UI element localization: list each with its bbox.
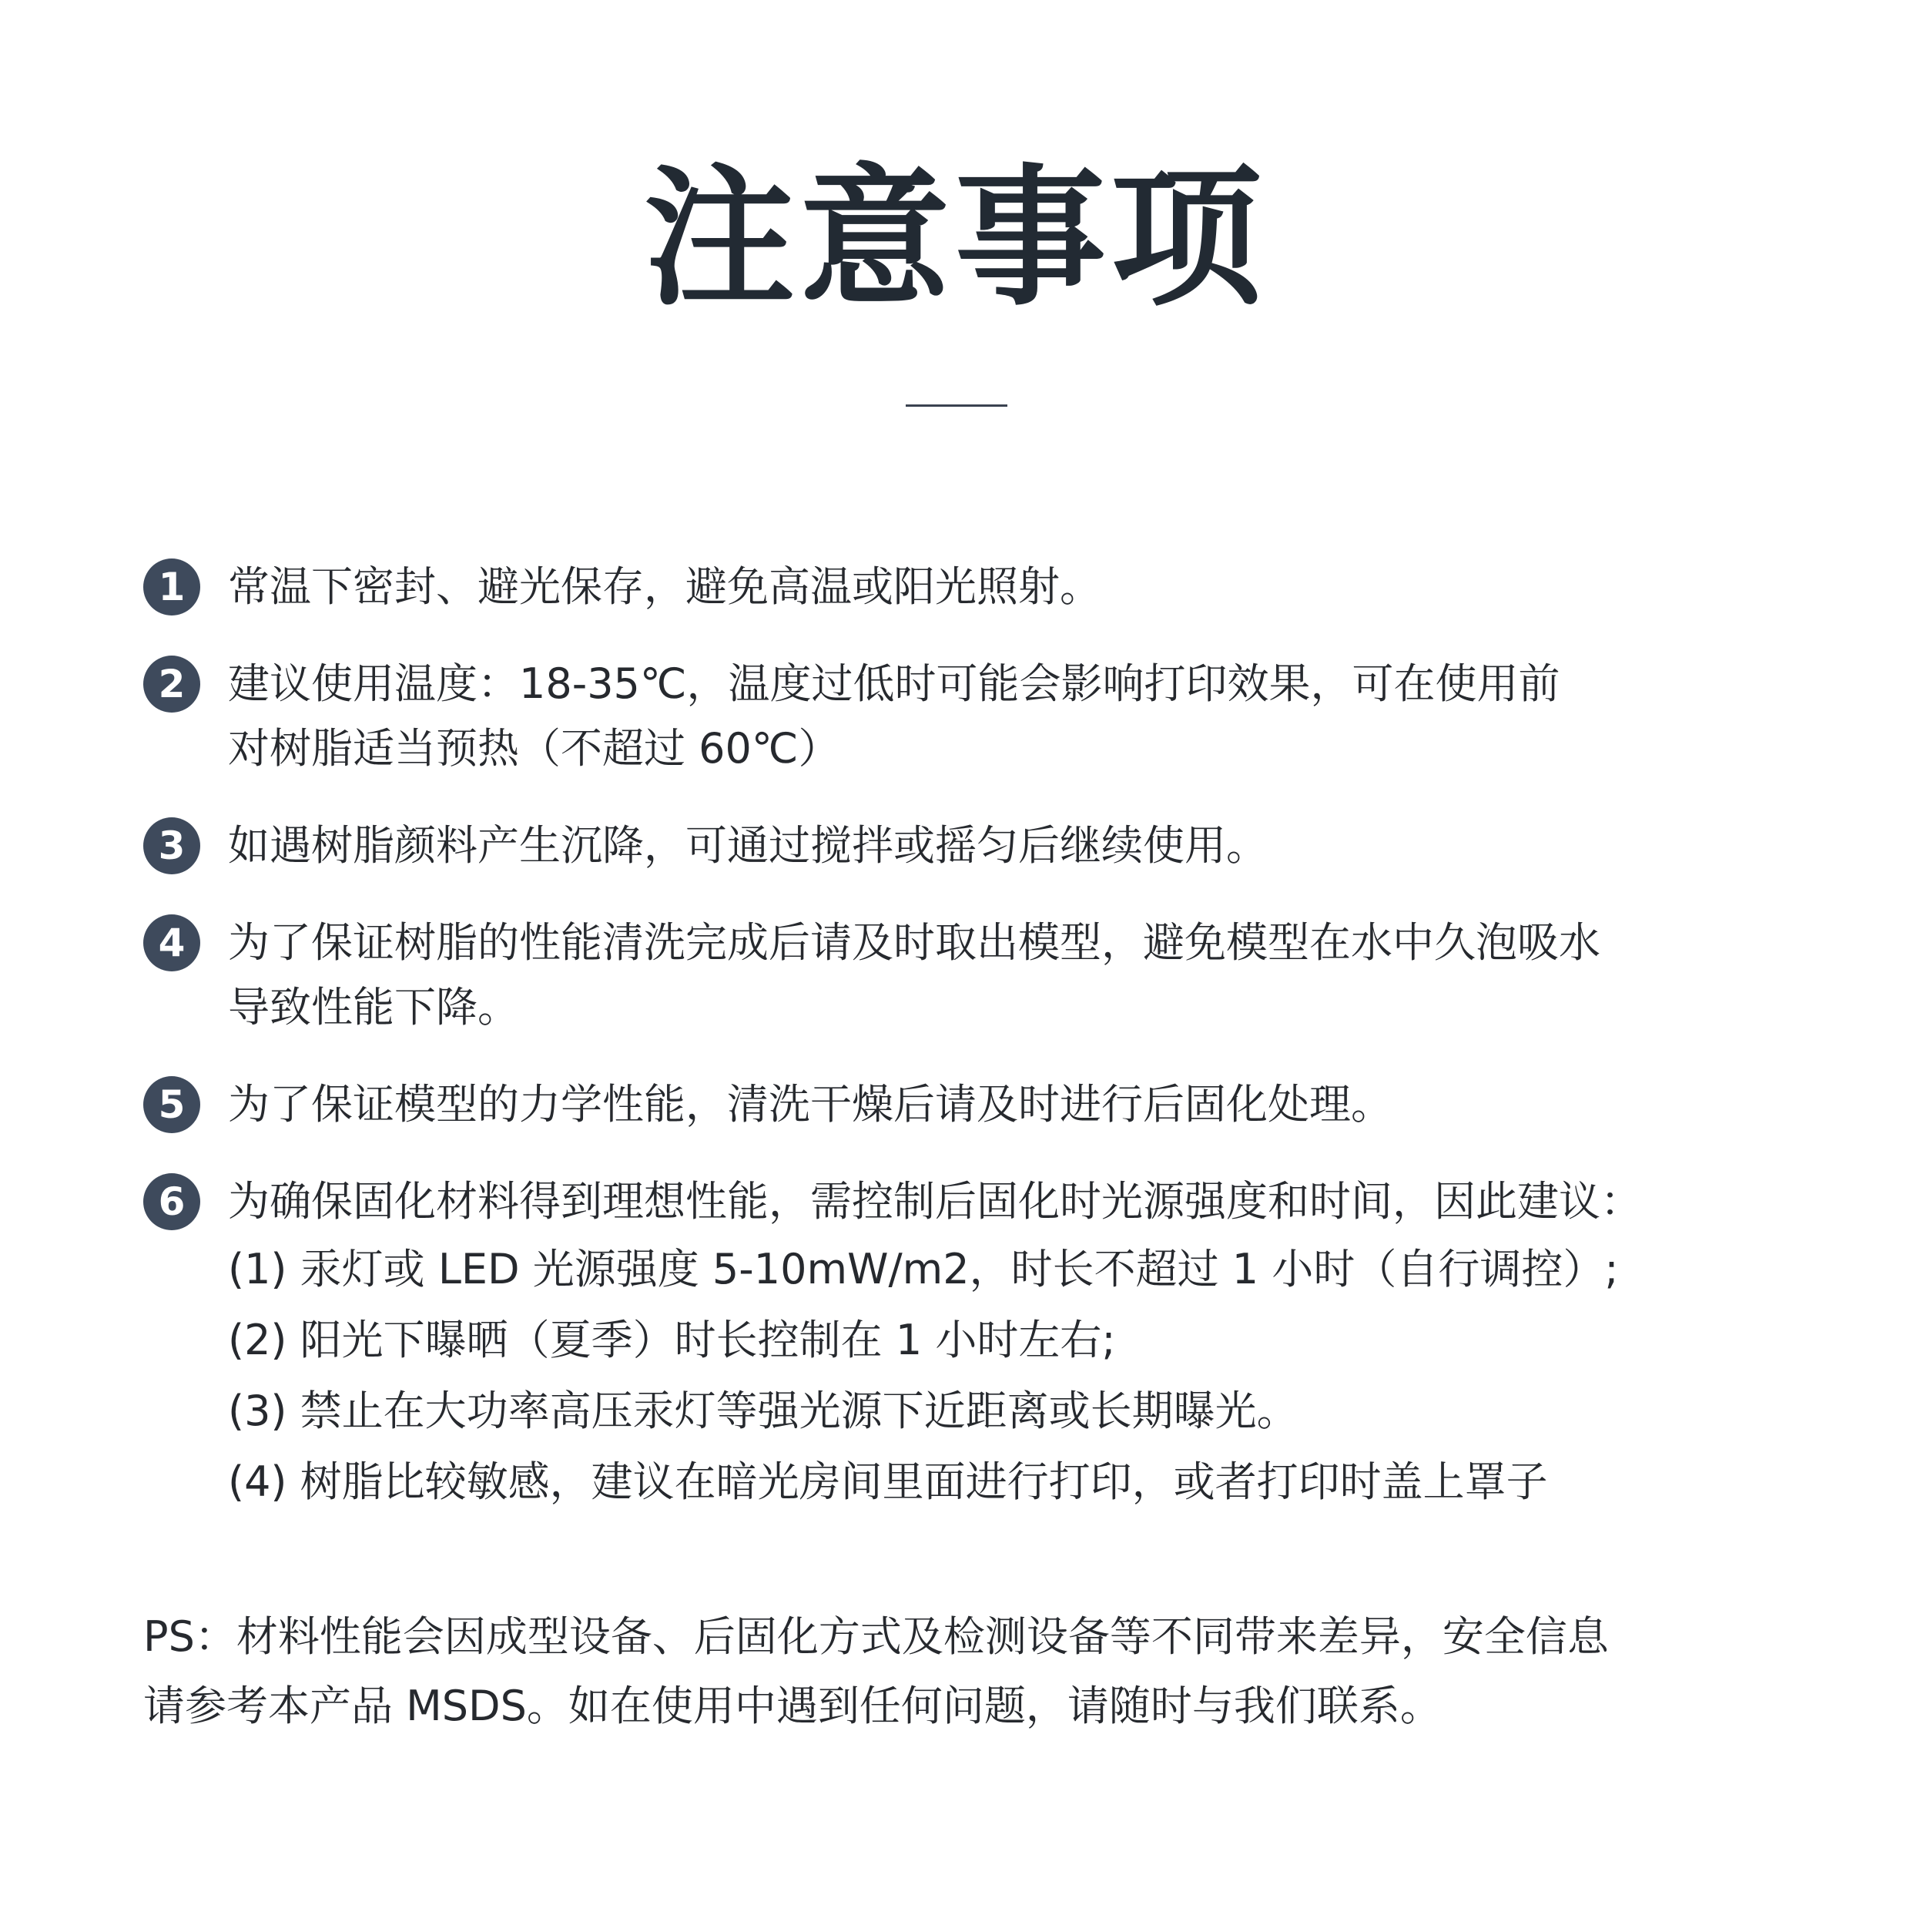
ps-text: PS：材料性能会因成型设备、后固化方式及检测设备等不同带来差异，安全信息 xyxy=(143,1612,1609,1661)
sub-item-3: (3) 禁止在大功率高压汞灯等强光源下近距离或长期曝光。 xyxy=(228,1387,1298,1435)
ps-note xyxy=(143,1602,1784,1741)
item-text: 对树脂适当预热（不超过 60℃） xyxy=(228,724,840,773)
number-badge-6: 6 xyxy=(143,1173,200,1230)
notice-item-5 xyxy=(143,1072,1784,1137)
notice-item-6 xyxy=(143,1169,1784,1518)
sub-item-2: (2) 阳光下曝晒（夏季）时长控制在 1 小时左右; xyxy=(228,1316,1116,1364)
notice-item-1 xyxy=(143,555,1784,619)
sub-item-1: (1) 汞灯或 LED 光源强度 5-10mW/m2，时长不超过 1 小时（自行调控）; xyxy=(228,1245,1619,1293)
number-badge-2: 2 xyxy=(143,656,200,713)
item-text: 建议使用温度：18-35℃，温度过低时可能会影响打印效果，可在使用前 xyxy=(228,659,1560,708)
item-text: 为了保证模型的力学性能，清洗干燥后请及时进行后固化处理。 xyxy=(228,1080,1392,1129)
item-text: 如遇树脂颜料产生沉降，可通过搅拌或摇匀后继续使用。 xyxy=(228,821,1268,870)
notice-item-3 xyxy=(143,813,1784,878)
number-badge-3: 3 xyxy=(143,817,200,874)
page-title: 注意事项 xyxy=(643,151,1266,327)
item-text: 为确保固化材料得到理想性能，需控制后固化时光源强度和时间，因此建议： xyxy=(228,1177,1642,1226)
number-badge-5: 5 xyxy=(143,1076,200,1133)
title-divider xyxy=(906,404,1007,407)
number-badge-4: 4 xyxy=(143,914,200,971)
item-text: 为了保证树脂的性能清洗完成后请及时取出模型，避免模型在水中久泡吸水 xyxy=(228,918,1600,967)
item-text: 导致性能下降。 xyxy=(228,983,519,1031)
ps-text: 请参考本产品 MSDS。如在使用中遇到任何问题，请随时与我们联系。 xyxy=(143,1682,1442,1730)
notice-item-4 xyxy=(143,911,1784,1040)
number-badge-1: 1 xyxy=(143,558,200,615)
item-text: 常温下密封、避光保存，避免高温或阳光照射。 xyxy=(228,562,1101,611)
notice-item-2 xyxy=(143,652,1784,781)
sub-item-4: (4) 树脂比较敏感，建议在暗光房间里面进行打印，或者打印时盖上罩子 xyxy=(228,1457,1548,1506)
notice-list xyxy=(143,555,1784,1560)
